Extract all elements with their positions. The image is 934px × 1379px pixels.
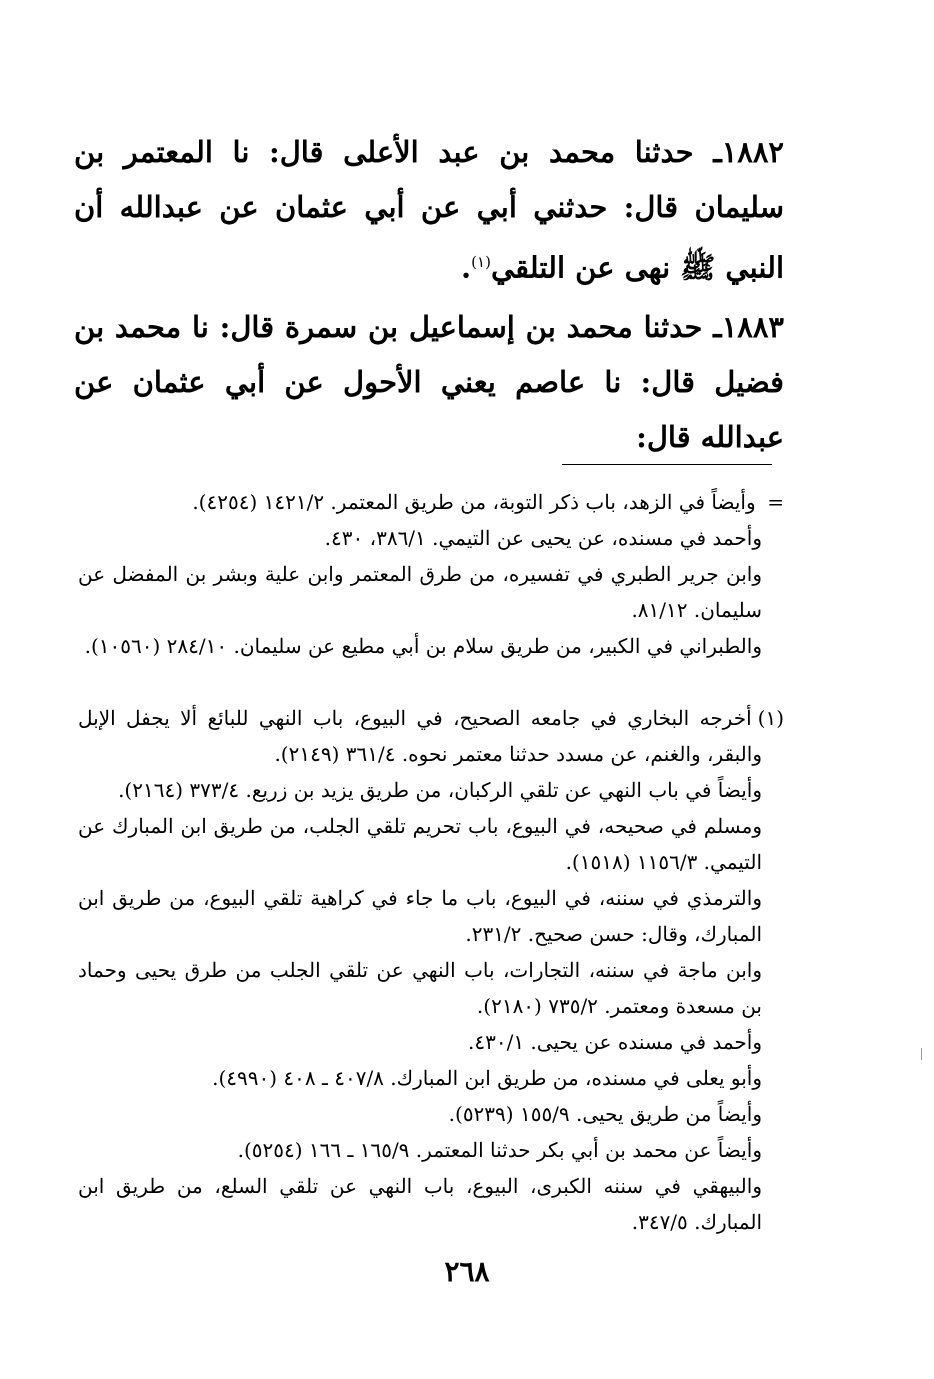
hadith-text: ـ حدثنا محمد بن إسماعيل بن سمرة قال: نا محمد بن فضيل قال: نا عاصم يعني الأحول عن أبي عثمان عن عبدالله قال: [74, 310, 784, 454]
footnote-marker: (١) [757, 706, 785, 730]
footnote-line: = وأيضاً في الزهد، باب ذكر التوبة، من طريق المعتمر. ١٤٢١/٢ (٤٢٥٤). [78, 484, 784, 520]
hadith-1882 [74, 125, 784, 296]
hadith-number: ١٨٨٢ [721, 135, 784, 169]
footnote-line: وأبو يعلى في مسنده، من طريق ابن المبارك. ٤٠٧/٨ ـ ٤٠٨ (٤٩٩٠). [212, 1066, 762, 1090]
footnote-line: وأيضاً في باب النهي عن تلقي الركبان، من طريق يزيد بن زريع. ٣٧٣/٤ (٢١٦٤). [118, 778, 762, 802]
hadith-1883 [74, 300, 784, 465]
footnote-line: وابن ماجة في سننه، التجارات، باب النهي عن تلقي الجلب من طرق يحيى وحماد بن مسعدة ومعتمر. ٧٣٥/٢ (٢١٨٠). [78, 958, 762, 1018]
hadith-ending: . [461, 250, 472, 285]
footnote-reference[interactable]: (١) [471, 253, 491, 271]
footnote-line: وابن جرير الطبري في تفسيره، من طرق المعتمر وابن علية وبشر بن المفضل عن سليمان. ٨١/١٢. [78, 562, 762, 622]
footnote-1 [78, 700, 784, 1240]
hadith-number: ١٨٨٣ [721, 310, 784, 344]
footnotes-continued [78, 484, 784, 664]
footnote-line: والبيهقي في سننه الكبرى، البيوع، باب النهي عن تلقي السلع، من طريق ابن المبارك. ٣٤٧/٥. [78, 1174, 762, 1234]
footnote-line: ومسلم في صحيحه، في البيوع، باب تحريم تلقي الجلب، من طريق ابن المبارك عن التيمي. ١١٥٦/٣ (١٥١٨). [78, 814, 762, 874]
continuation-marker: = [767, 490, 784, 514]
scan-mark [921, 1048, 922, 1060]
footnote-line: (١) أخرجه البخاري في جامعه الصحيح، في البيوع، باب النهي للبائع ألا يجفل الإبل والبقر، والغنم، عن مسدد حدثنا معتمر نحوه. ٣٦١/٤ (٢١٤٩). [78, 700, 784, 772]
footnote-divider [562, 464, 772, 465]
footnote-line: وأيضاً من طريق يحيى. ١٥٥/٩ (٥٢٣٩). [448, 1102, 762, 1126]
footnote-line: والترمذي في سننه، في البيوع، باب ما جاء في كراهية تلقي البيوع، من طريق ابن المبارك، وقال: حسن صحيح. ٢٣١/٢. [78, 886, 762, 946]
footnote-line: وأحمد في مسنده عن يحيى. ٤٣٠/١. [468, 1030, 762, 1054]
footnote-line: والطبراني في الكبير، من طريق سلام بن أبي مطيع عن سليمان. ٢٨٤/١٠ (١٠٥٦٠). [84, 634, 762, 658]
footnote-line: وأحمد في مسنده، عن يحيى عن التيمي. ٣٨٦/١، ٤٣٠. [324, 526, 762, 550]
footnote-line: وأيضاً عن محمد بن أبي بكر حدثنا المعتمر. ١٦٥/٩ ـ ١٦٦ (٥٢٥٤). [237, 1138, 762, 1162]
hadith-text: ـ حدثنا محمد بن عبد الأعلى قال: نا المعتمر بن سليمان قال: حدثني أبي عن أبي عثمان عن عبدالله أن النبي ﷺ نهى عن التلقي [74, 135, 784, 285]
page-number: ٢٦٨ [444, 1255, 490, 1288]
